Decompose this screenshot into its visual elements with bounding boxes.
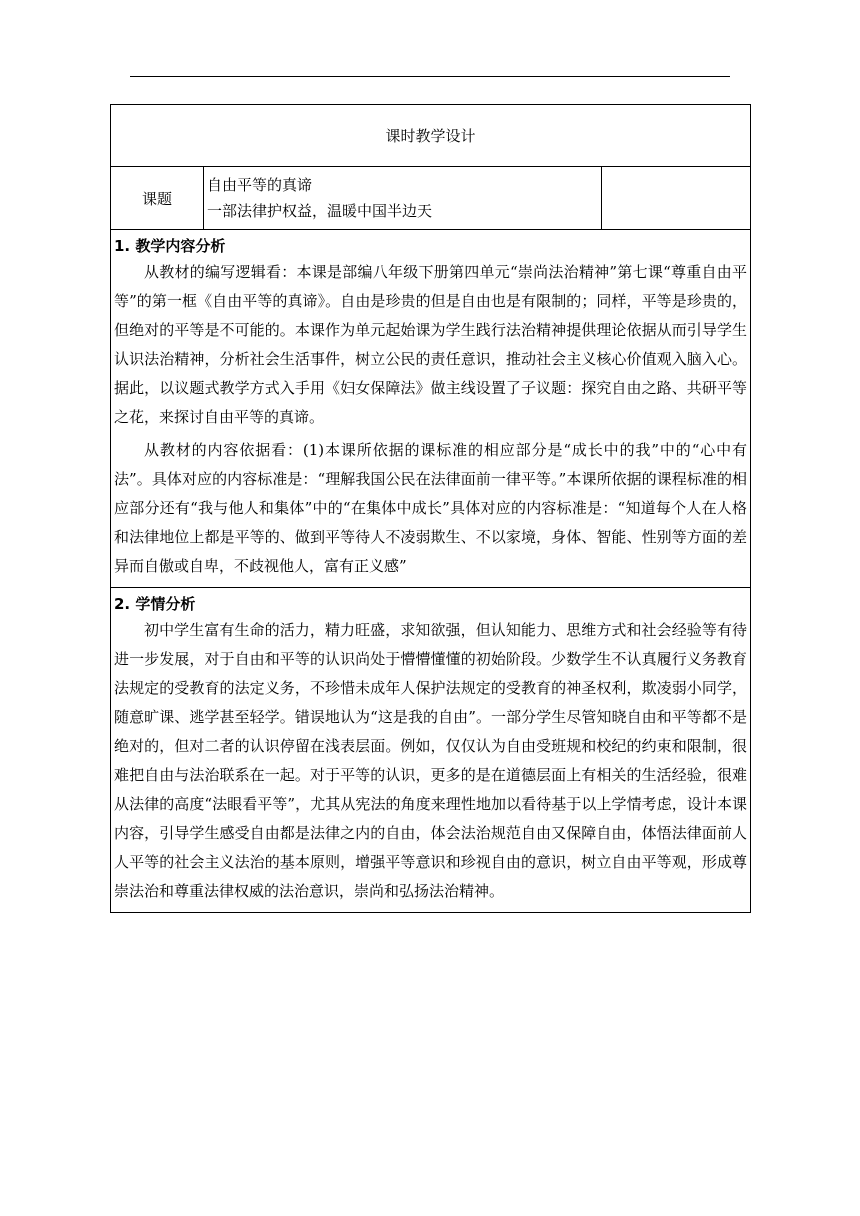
- topic-content: [204, 167, 602, 230]
- section-student-analysis: [111, 588, 751, 913]
- topic-empty-cell: [602, 167, 751, 230]
- topic-line-2: 一部法律护权益，温暖中国半边天: [207, 202, 433, 220]
- paragraph: 从教材的编写逻辑看：本课是部编八年级下册第四单元“崇尚法治精神”第七课“尊重自由平等”的第一框《自由平等的真谛》。自由是珍贵的但是自由也是有限制的；同样，平等是珍贵的，但绝对的平等是不可能的。本课作为单元起始课为学生践行法治精神提供理论依据从而引导学生认识法治精神，分析社会生活事件，树立公民的责任意识，推动社会主义核心价值观入脑入心。据此，以议题式教学方式入手用《妇女保障法》做主线设置了子议题：探究自由之路、共研平等之花，来探讨自由平等的真谛。: [114, 263, 748, 426]
- lesson-design-table: [110, 104, 751, 913]
- section-row-content-analysis: [111, 230, 751, 588]
- section-row-student-analysis: [111, 588, 751, 913]
- topic-row: [111, 167, 751, 230]
- title-row: [111, 105, 751, 167]
- section-content-analysis: [111, 230, 751, 588]
- section-heading: 1. 教学内容分析: [114, 237, 226, 255]
- paragraph: 初中学生富有生命的活力，精力旺盛，求知欲强，但认知能力、思维方式和社会经验等有待进一步发展，对于自由和平等的认识尚处于懵懵懂懂的初始阶段。少数学生不认真履行义务教育法规定的受教育的法定义务，不珍惜未成年人保护法规定的受教育的神圣权利，欺凌弱小同学，随意旷课、逃学甚至轻学。错误地认为“这是我的自由”。一部分学生尽管知晓自由和平等都不是绝对的，但对二者的认识停留在浅表层面。例如，仅仅认为自由受班规和校纪的约束和限制，很难把自由与法治联系在一起。对于平等的认识，更多的是在道德层面上有相关的生活经验，很难从法律的高度“法眼看平等”，尤其从宪法的角度来理性地加以看待基于以上学情考虑，设计本课内容，引导学生感受自由都是法律之内的自由，体会法治规范自由又保障自由，体悟法律面前人人平等的社会主义法治的基本原则，增强平等意识和珍视自由的意识，树立自由平等观，形成尊崇法治和尊重法律权威的法治意识，崇尚和弘扬法治精神。: [114, 621, 748, 900]
- section-heading: 2. 学情分析: [114, 595, 196, 613]
- topic-line-1: 自由平等的真谛: [207, 176, 313, 194]
- header-rule: [130, 76, 730, 77]
- table-title: 课时教学设计: [111, 105, 751, 167]
- topic-label: 课题: [111, 167, 204, 230]
- paragraph: 从教材的内容依据看：(1)本课所依据的课标准的相应部分是“成长中的我”中的“心中有法”。具体对应的内容标准是：“理解我国公民在法律面前一律平等。”本课所依据的课程标准的相应部分还有“我与他人和集体”中的“在集体中成长”具体对应的内容标准是：“知道每个人在人格和法律地位上都是平等的、做到平等待人不凌弱欺生、不以家境，身体、智能、性别等方面的差异而自傲或自卑，不歧视他人，富有正义感”: [114, 441, 748, 575]
